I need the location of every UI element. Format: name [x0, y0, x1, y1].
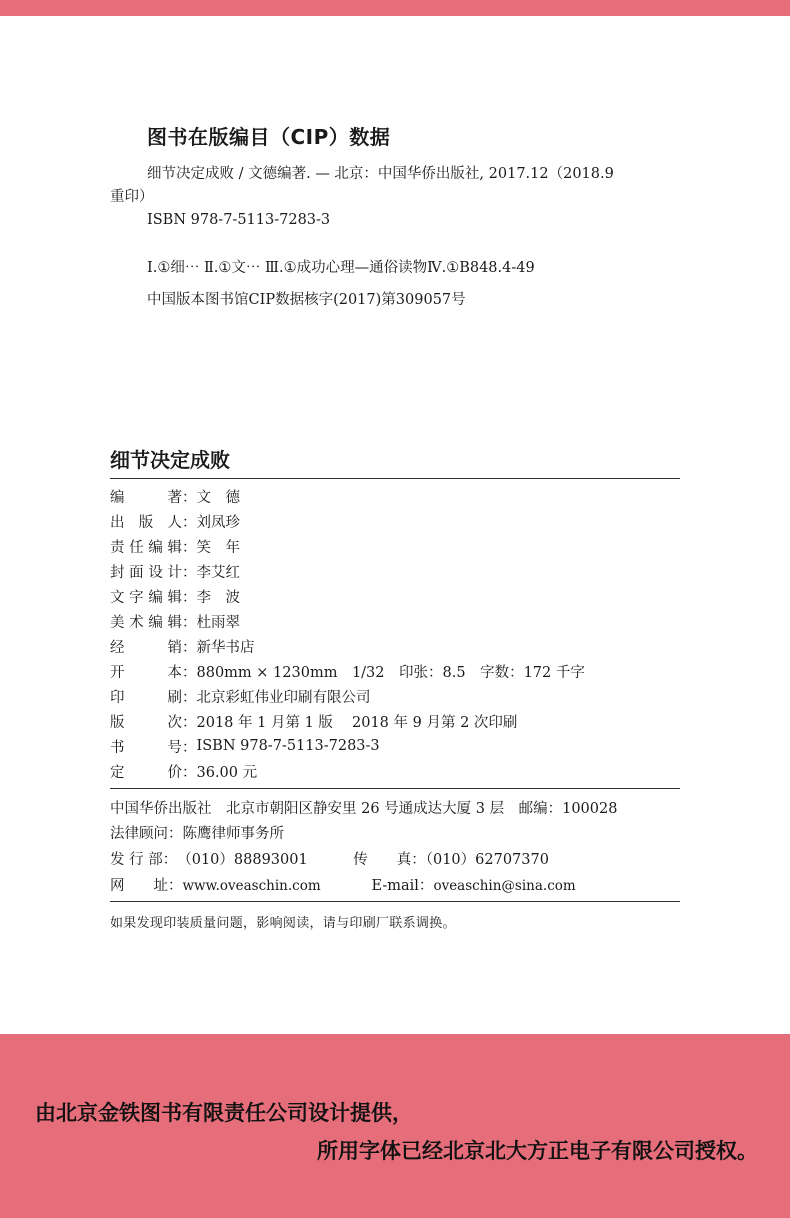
info-row: 责任编辑 ： 笑 年 [110, 535, 240, 557]
legal-value: 陈鹰律师事务所 [182, 826, 284, 842]
info-label: 美术编辑 [110, 614, 182, 631]
info-row: 美术编辑 ： 杜雨翠 [110, 610, 240, 632]
dept-label: 发 行 部： [110, 852, 178, 868]
book-title: 细节决定成败 [110, 448, 230, 472]
info-value: 李艾红 [196, 564, 240, 581]
info-label: 书号 [110, 739, 182, 756]
info-row: 出版人 ： 刘凤珍 [110, 510, 240, 532]
legal-counsel-row [110, 822, 284, 843]
info-value: 36.00 元 [196, 764, 258, 781]
footer-rule [110, 901, 680, 902]
contact-row [110, 848, 549, 869]
fax-value: （010）62707370 [425, 852, 549, 868]
info-row: 书号 ： ISBN 978-7-5113-7283-3 [110, 735, 380, 757]
info-label: 编著 [110, 489, 182, 506]
info-row: 印刷 ： 北京彩虹伟业印刷有限公司 [110, 685, 371, 707]
cip-library-number: 中国版本图书馆CIP数据核字(2017)第309057号 [147, 292, 466, 308]
info-value: 李 波 [196, 589, 240, 606]
title-rule [110, 478, 680, 479]
info-label: 文字编辑 [110, 589, 182, 606]
info-row: 版次 ： 2018 年 1 月第 1 版 2018 年 9 月第 2 次印刷 [110, 710, 517, 732]
info-value: 新华书店 [196, 639, 255, 656]
info-label: 封面设计 [110, 564, 182, 581]
info-row: 封面设计 ： 李艾红 [110, 560, 240, 582]
quality-notice: 如果发现印装质量问题，影响阅读，请与印刷厂联系调换。 [110, 916, 456, 931]
info-row: 定价 ： 36.00 元 [110, 760, 257, 782]
info-row: 经销 ： 新华书店 [110, 635, 255, 657]
info-label: 定价 [110, 764, 182, 781]
info-label: 印刷 [110, 689, 182, 706]
info-value: 杜雨翠 [196, 614, 240, 631]
info-value: 2018 年 1 月第 1 版 2018 年 9 月第 2 次印刷 [196, 714, 518, 731]
info-label: 版次 [110, 714, 182, 731]
info-label: 责任编辑 [110, 539, 182, 556]
info-value: 文 德 [196, 489, 240, 506]
info-row: 文字编辑 ： 李 波 [110, 585, 240, 607]
info-value: 刘凤珍 [196, 514, 240, 531]
info-value: ISBN 978-7-5113-7283-3 [196, 738, 380, 754]
web-row [110, 874, 576, 895]
info-row: 开本 ： 880mm × 1230mm 1/32 印张：8.5 字数：172 千字 [110, 660, 585, 682]
email-label: E-mail： [371, 878, 434, 894]
info-label: 开本 [110, 664, 182, 681]
info-value: 880mm × 1230mm 1/32 印张：8.5 字数：172 千字 [196, 664, 585, 681]
dept-phone: （010）88893001 [177, 852, 308, 868]
email-link[interactable]: oveaschin@sina.com [433, 878, 576, 894]
legal-label: 法律顾问： [110, 826, 183, 842]
cip-isbn: ISBN 978-7-5113-7283-3 [147, 212, 331, 228]
info-label: 经销 [110, 639, 182, 656]
info-row: 编著 ： 文 德 [110, 485, 240, 507]
design-credit: 由北京金铁图书有限责任公司设计提供， [35, 1100, 413, 1125]
cip-classification: Ⅰ.①细⋯ Ⅱ.①文⋯ Ⅲ.①成功心理—通俗读物Ⅳ.①B848.4-49 [147, 260, 535, 276]
web-label: 网 址： [110, 878, 183, 894]
cip-line-1: 细节决定成败 / 文德编著. — 北京：中国华侨出版社, 2017.12（2018.9 [147, 166, 614, 182]
cip-line-1-continued: 重印） [110, 189, 154, 205]
info-value: 笑 年 [196, 539, 240, 556]
publisher-address: 中国华侨出版社 北京市朝阳区静安里 26 号通成达大厦 3 层 邮编：100028 [110, 801, 618, 817]
font-credit: 所用字体已经北京北大方正电子有限公司授权。 [317, 1138, 758, 1163]
info-rule [110, 788, 680, 789]
top-color-band [0, 0, 790, 16]
fax-label: 传 真： [353, 852, 426, 868]
website-link[interactable]: www.oveaschin.com [182, 878, 321, 894]
info-value: 北京彩虹伟业印刷有限公司 [196, 689, 371, 706]
info-label: 出版人 [110, 514, 182, 531]
cip-title: 图书在版编目（CIP）数据 [147, 125, 391, 149]
